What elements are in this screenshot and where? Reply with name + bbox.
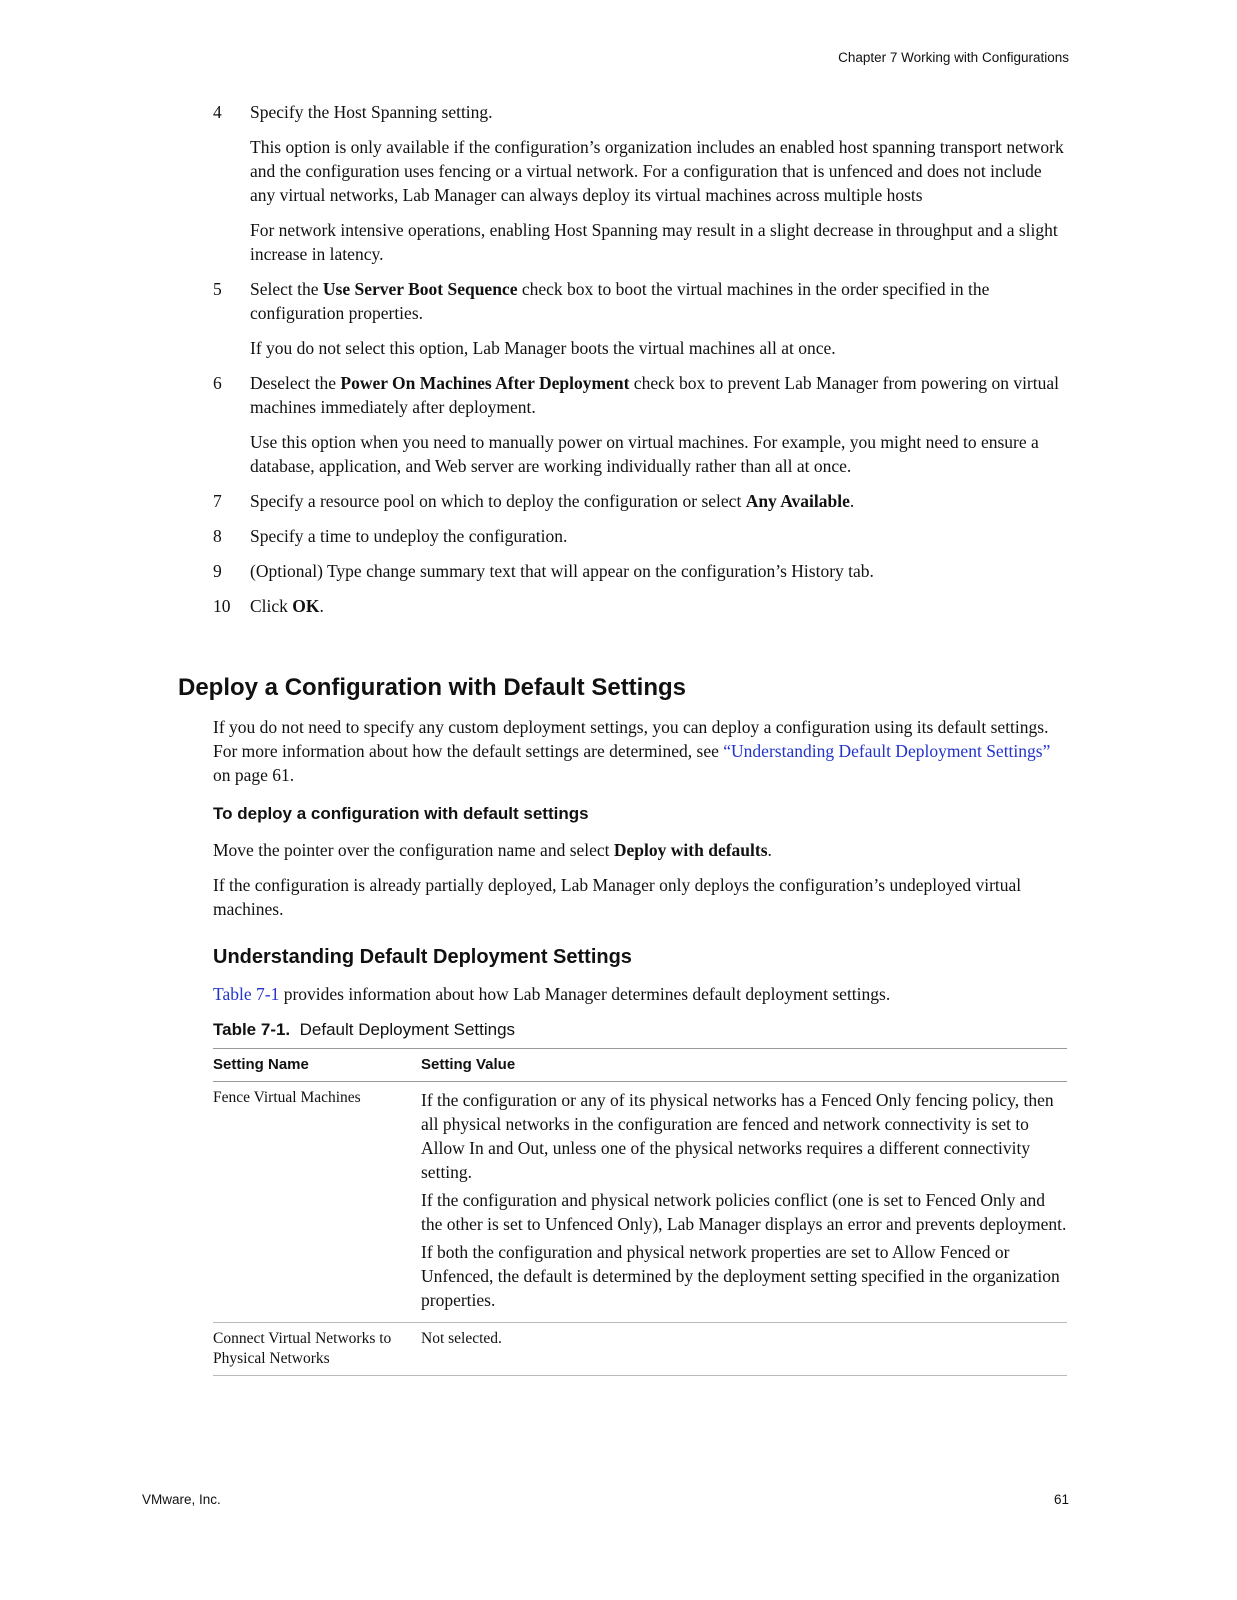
understanding-section (213, 946, 1069, 1376)
table-reference-paragraph (213, 982, 1069, 1006)
step-paragraph (250, 430, 1069, 478)
ui-term: Use Server Boot Sequence (322, 279, 518, 299)
step-text: Deselect the (250, 373, 341, 393)
step-text: check box to boot the virtual machines in the order specified in the configuration properties. (250, 279, 990, 323)
setting-value-paragraph: If the configuration and physical network policies conflict (one is set to Fenced Only and the other is set to Unfenced Only), Lab Manager displays an error and prevents deployment. (421, 1190, 1067, 1234)
setting-name-cell: Connect Virtual Networks to Physical Networks (213, 1323, 421, 1376)
ui-term: Any Available (745, 491, 850, 511)
partial-deploy-paragraph: If the configuration is already partially deployed, Lab Manager only deploys the configuration’s undeployed virtual machines. (213, 875, 1022, 919)
table-caption: Default Deployment Settings (299, 1020, 516, 1039)
procedure-steps (213, 100, 1069, 629)
step-text: Click (250, 596, 293, 616)
step-paragraph (250, 371, 1069, 419)
section-heading-deploy-defaults: Deploy a Configuration with Default Settings (178, 674, 687, 701)
table-header-row (213, 1049, 1067, 1082)
default-settings-table (213, 1048, 1067, 1376)
table-7-1-link[interactable]: Table 7-1 (213, 984, 280, 1004)
setting-value-paragraph: If the configuration or any of its physical networks has a Fenced Only fencing policy, then all physical networks in the configuration are fenced and network connectivity is set to Allow In and Out, unless one of the physical networks requires a different connectivity setting. (421, 1090, 1054, 1182)
deploy-with-defaults-term: Deploy with defaults (613, 840, 768, 860)
step-paragraph (250, 489, 1069, 513)
step-item (213, 524, 1069, 548)
step-item (213, 371, 1069, 478)
step-paragraph (250, 524, 1069, 548)
footer-company: VMware, Inc. (142, 1492, 221, 1507)
ui-term: OK (292, 596, 320, 616)
step-number: 6 (213, 373, 222, 393)
table-row (213, 1323, 1067, 1376)
step-text: Select the (250, 279, 323, 299)
step-number: 8 (213, 526, 222, 546)
table-row (213, 1082, 1067, 1323)
step-item (213, 559, 1069, 583)
ui-term: Power On Machines After Deployment (340, 373, 630, 393)
step-text: Specify a resource pool on which to deploy the configuration or select (250, 491, 746, 511)
step-paragraph (250, 135, 1069, 207)
move-pointer-text: Move the pointer over the configuration name and select (213, 840, 614, 860)
deploy-intro-text: If you do not need to specify any custom deployment settings, you can deploy a configuration using its default settings. For more information about how the default settings are determined, see (213, 717, 1049, 761)
procedure-block (213, 804, 1069, 932)
step-text: . (849, 491, 855, 511)
step-item (213, 277, 1069, 360)
step-paragraph (250, 594, 1069, 618)
step-text: Use this option when you need to manually power on virtual machines. For example, you might need to ensure a database, application, and Web server are working individually rather than all at once. (250, 432, 1039, 476)
column-header-setting-name: Setting Name (213, 1049, 421, 1082)
step-text: This option is only available if the configuration’s organization includes an enabled host spanning transport network and the configuration uses fencing or a virtual network. For a configuration that is unfenced and does not include any virtual networks, Lab Manager can always deploy its virtual machines across multiple hosts (250, 137, 1064, 205)
step-paragraph (250, 218, 1069, 266)
understanding-heading: Understanding Default Deployment Settings (213, 946, 632, 968)
move-pointer-paragraph (213, 838, 1069, 862)
setting-name-cell: Fence Virtual Machines (213, 1082, 421, 1323)
step-text: Specify the Host Spanning setting. (250, 102, 493, 122)
step-text: If you do not select this option, Lab Manager boots the virtual machines all at once. (250, 338, 836, 358)
step-paragraph (250, 277, 1069, 325)
step-paragraph (250, 100, 1069, 124)
running-head: Chapter 7 Working with Configurations (838, 50, 1069, 65)
table-number: Table 7-1. (213, 1020, 291, 1039)
step-number: 9 (213, 561, 222, 581)
step-item (213, 489, 1069, 513)
setting-value-cell: Not selected. (421, 1323, 1067, 1376)
step-text: Specify a time to undeploy the configuration. (250, 526, 568, 546)
column-header-setting-value: Setting Value (421, 1049, 1067, 1082)
procedure-heading: To deploy a configuration with default settings (213, 804, 589, 823)
step-text: check box to prevent Lab Manager from powering on virtual machines immediately after deployment. (250, 373, 1060, 417)
understanding-defaults-link[interactable]: “Understanding Default Deployment Settings” (723, 741, 1051, 761)
table-title (213, 1020, 1069, 1040)
step-item (213, 100, 1069, 266)
step-number: 5 (213, 279, 222, 299)
step-paragraph (250, 559, 1069, 583)
step-paragraph (250, 336, 1069, 360)
step-text: For network intensive operations, enabling Host Spanning may result in a slight decrease in throughput and a slight increase in latency. (250, 220, 1058, 264)
step-number: 7 (213, 491, 222, 511)
deploy-intro-page-ref: on page 61. (213, 765, 295, 785)
step-number: 4 (213, 102, 222, 122)
setting-value-cell (421, 1082, 1067, 1323)
footer-page-number: 61 (1053, 1492, 1069, 1507)
step-text: . (319, 596, 324, 616)
table-reference-text: provides information about how Lab Manager determines default deployment settings. (279, 984, 891, 1004)
deploy-intro-paragraph (213, 715, 1069, 787)
step-number: 10 (213, 596, 231, 616)
step-text: (Optional) Type change summary text that will appear on the configuration’s History tab. (250, 561, 874, 581)
deploy-section-body (213, 715, 1069, 798)
step-item (213, 594, 1069, 618)
move-pointer-period: . (767, 840, 772, 860)
setting-value-paragraph: If both the configuration and physical network properties are set to Allow Fenced or Unfenced, the default is determined by the deployment setting specified in the organization properties. (421, 1242, 1060, 1310)
